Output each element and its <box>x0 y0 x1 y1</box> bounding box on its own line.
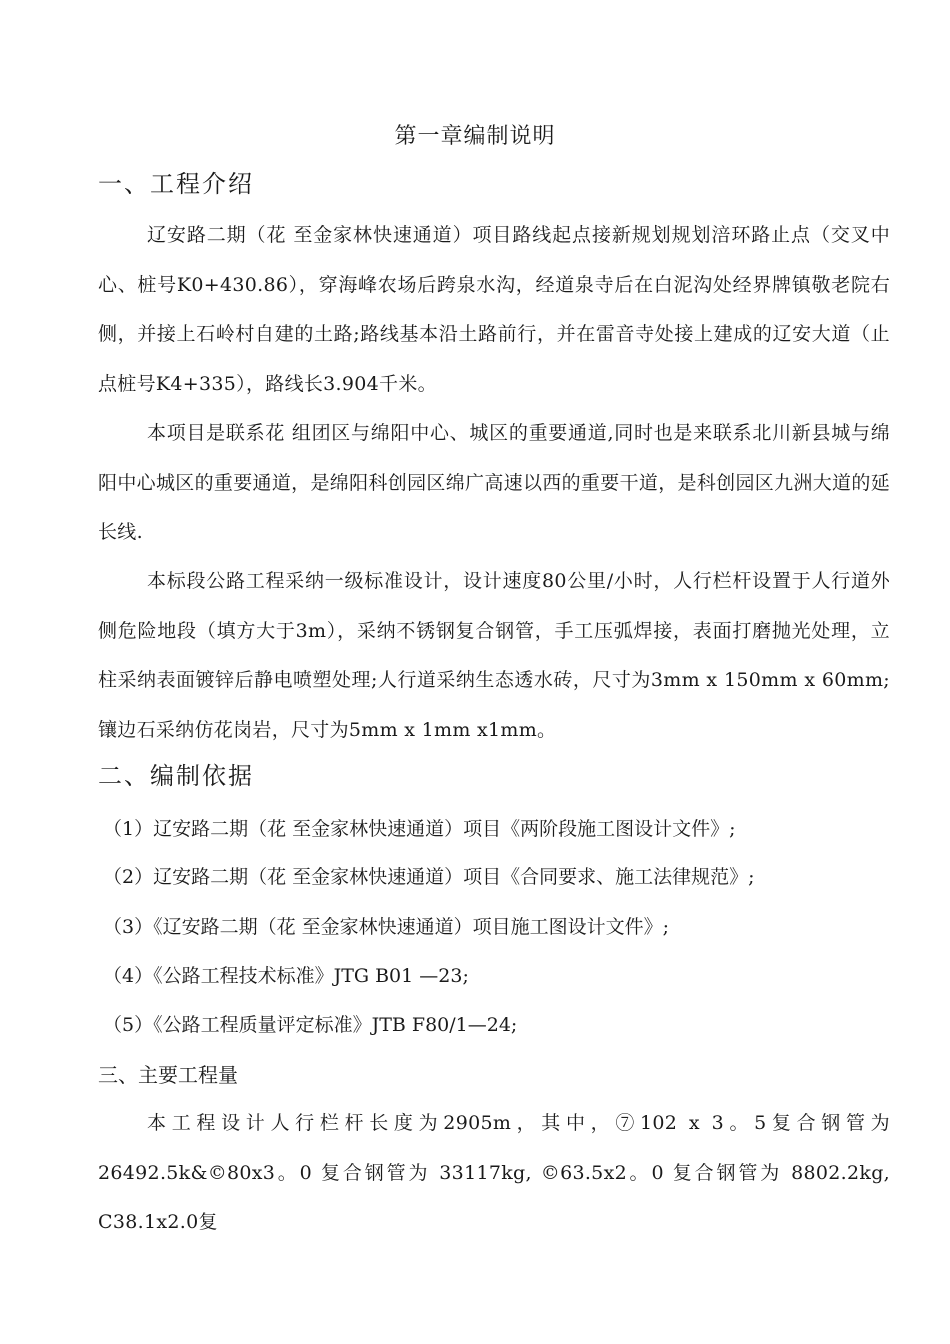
paragraph-quantities: 本工程设计人行栏杆长度为2905m，其中，⑦102 x 3。5复合钢管为26492.5k&©80x3。0 复合钢管为 33117kg, ©63.5x2。0 复合钢管为 8802.2kg, C38.1x2.0复 <box>98 1112 890 1233</box>
basis-item-5: （5）《公路工程质量评定标准》JTB F80/1—24; <box>103 1014 518 1036</box>
section-heading-project-intro: 一、工程介绍 <box>98 170 254 198</box>
chapter-title: 第一章编制说明 <box>394 124 556 149</box>
basis-item-4: （4）《公路工程技术标准》JTG B01 —23; <box>103 965 469 987</box>
section-heading-quantities: 三、主要工程量 <box>98 1063 238 1087</box>
section-heading-basis: 二、编制依据 <box>98 762 254 790</box>
paragraph-project-importance: 本项目是联系花 组团区与绵阳中心、城区的重要通道,同时也是来联系北川新县城与绵阳中心城区的重要通道，是绵阳科创园区绵广高速以西的重要干道，是科创园区九洲大道的延长线. <box>98 422 890 543</box>
paragraph-design-standard: 本标段公路工程采纳一级标准设计，设计速度80公里/小时，人行栏杆设置于人行道外侧危险地段（填方大于3m），采纳不锈钢复合钢管，手工压弧焊接，表面打磨抛光处理，立柱采纳表面镀锌后静电喷塑处理;人行道采纳生态透水砖，尺寸为3mm x 150mm x 60mm;镶边石采纳仿花岗岩，尺寸为5mm x 1mm x1mm。 <box>98 570 890 741</box>
paragraph-route-description: 辽安路二期（花 至金家林快速通道）项目路线起点接新规划规划涪环路止点（交叉中心、桩号K0+430.86），穿海峰农场后跨泉水沟，经道泉寺后在白泥沟处经界牌镇敬老院右侧，并接上石岭村自建的土路;路线基本沿土路前行，并在雷音寺处接上建成的辽安大道（止点桩号K4+335），路线长3.904千米。 <box>98 224 890 395</box>
basis-item-1: （1）辽安路二期（花 至金家林快速通道）项目《两阶段施工图设计文件》; <box>103 818 736 840</box>
basis-item-2: （2）辽安路二期（花 至金家林快速通道）项目《合同要求、施工法律规范》; <box>103 866 755 888</box>
basis-item-3: （3）《辽安路二期（花 至金家林快速通道）项目施工图设计文件》; <box>103 916 670 938</box>
